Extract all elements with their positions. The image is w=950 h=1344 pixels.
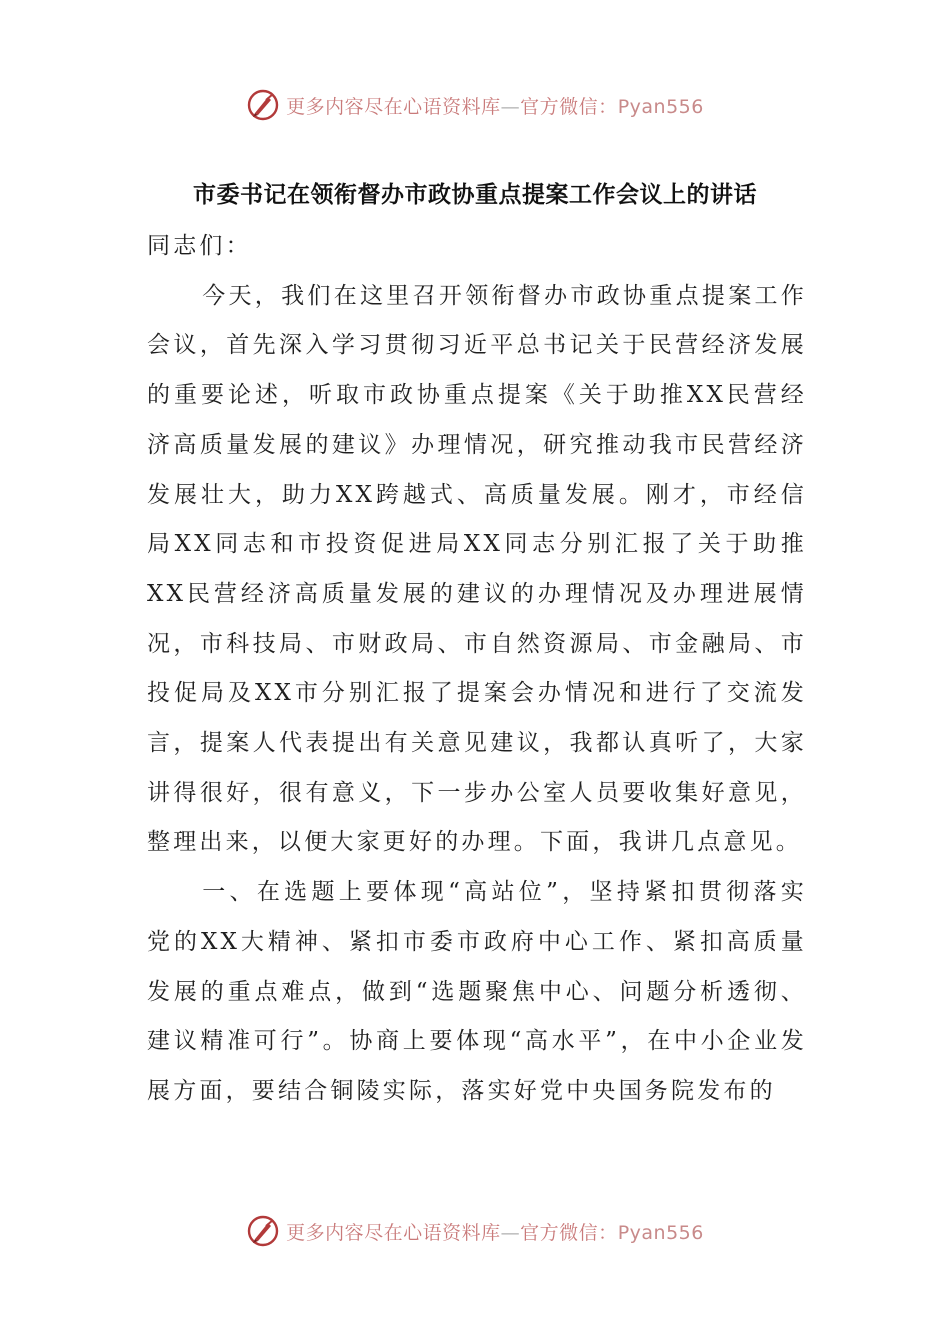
paragraph-2: 一、在选题上要体现“高站位”，坚持紧扣贯彻落实党的XX大精神、紧扣市委市政府中心工作、紧扣高质量发展的重点难点，做到“选题聚焦中心、问题分析透彻、建议精准可行”。协商上要体现“高水平”，在中小企业发展方面，要结合铜陵实际，落实好党中央国务院发布的	[147, 879, 807, 1104]
watermark-label: 官方微信：	[520, 1221, 618, 1244]
paragraph-1: 今天，我们在这里召开领衔督办市政协重点提案工作会议，首先深入学习贯彻习近平总书记关于民营经济发展的重要论述，听取市政协重点提案《关于助推XX民营经济高质量发展的建议》办理情况，研究推动我市民营经济发展壮大，助力XX跨越式、高质量发展。刚才，市经信局XX同志和市投资促进局XX同志分别汇报了关于助推XX民营经济高质量发展的建议的办理情况及办理进展情况，市科技局、市财政局、市自然资源局、市金融局、市投促局及XX市分别汇报了提案会办情况和进行了交流发言，提案人代表提出有关意见建议，我都认真听了，大家讲得很好，很有意义，下一步办公室人员要收集好意见，整理出来，以便大家更好的办理。下面，我讲几点意见。	[147, 282, 807, 856]
quill-pen-logo-icon	[246, 88, 280, 122]
salutation: 同志们：	[147, 233, 252, 259]
document-title: 市委书记在领衔督办市政协重点提案工作会议上的讲话	[193, 181, 757, 208]
watermark-separator: —	[500, 1221, 521, 1244]
watermark-wechat-id: Pyan556	[617, 95, 704, 118]
watermark-text	[286, 92, 704, 119]
quill-pen-logo-icon	[246, 1214, 280, 1248]
watermark-wechat-id: Pyan556	[617, 1221, 704, 1244]
watermark-footer	[0, 1206, 950, 1256]
watermark-header	[0, 80, 950, 130]
watermark-separator: —	[500, 95, 521, 118]
watermark-brand: 更多内容尽在心语资料库	[286, 1221, 501, 1244]
watermark-brand: 更多内容尽在心语资料库	[286, 95, 501, 118]
watermark-label: 官方微信：	[520, 95, 618, 118]
document-body	[147, 222, 807, 1117]
watermark-text	[286, 1218, 704, 1245]
